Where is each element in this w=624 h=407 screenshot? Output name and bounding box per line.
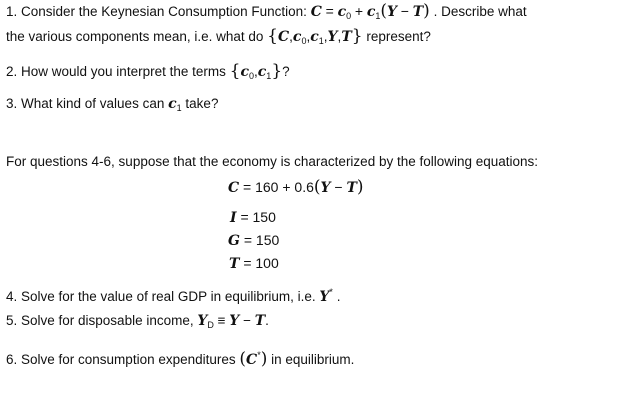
consumption-function-formula: $C = c_0 + c_1(Y - T)$: [310, 1, 430, 21]
equation-taxes: T = 100: [229, 255, 279, 272]
question-3: 3. What kind of values can $c_1$ take?: [6, 96, 219, 113]
terms-set: $\{c_0,c_1\}$: [229, 61, 283, 81]
question-6: 6. Solve for consumption expenditures (C*) in equilibrium.: [6, 349, 355, 369]
equation-investment: I = 150: [230, 209, 276, 226]
question-1-line-2: the various components mean, i.e. what do $\{C,c_0,c_1,Y,T\}$ represent?: [6, 26, 431, 46]
question-4: 4. Solve for the value of real GDP in equilibrium, i.e. Y* .: [6, 287, 341, 305]
equation-government: G = 150: [228, 232, 280, 249]
question-1-line-1: 1. Consider the Keynesian Consumption Function: $C = c_0 + c_1(Y - T)$ . Describe what: [6, 1, 527, 21]
intro-text: For questions 4-6, suppose that the economy is characterized by the following equations:: [6, 154, 539, 169]
equation-consumption: C = 160 + 0.6(Y − T): [228, 177, 364, 197]
question-5: 5. Solve for disposable income, $Y_D \equiv Y - T$.: [6, 313, 269, 330]
question-2: 2. How would you interpret the terms $\{c_0,c_1\}$?: [6, 61, 290, 81]
components-set: $\{C,c_0,c_1,Y,T\}$: [267, 26, 363, 46]
